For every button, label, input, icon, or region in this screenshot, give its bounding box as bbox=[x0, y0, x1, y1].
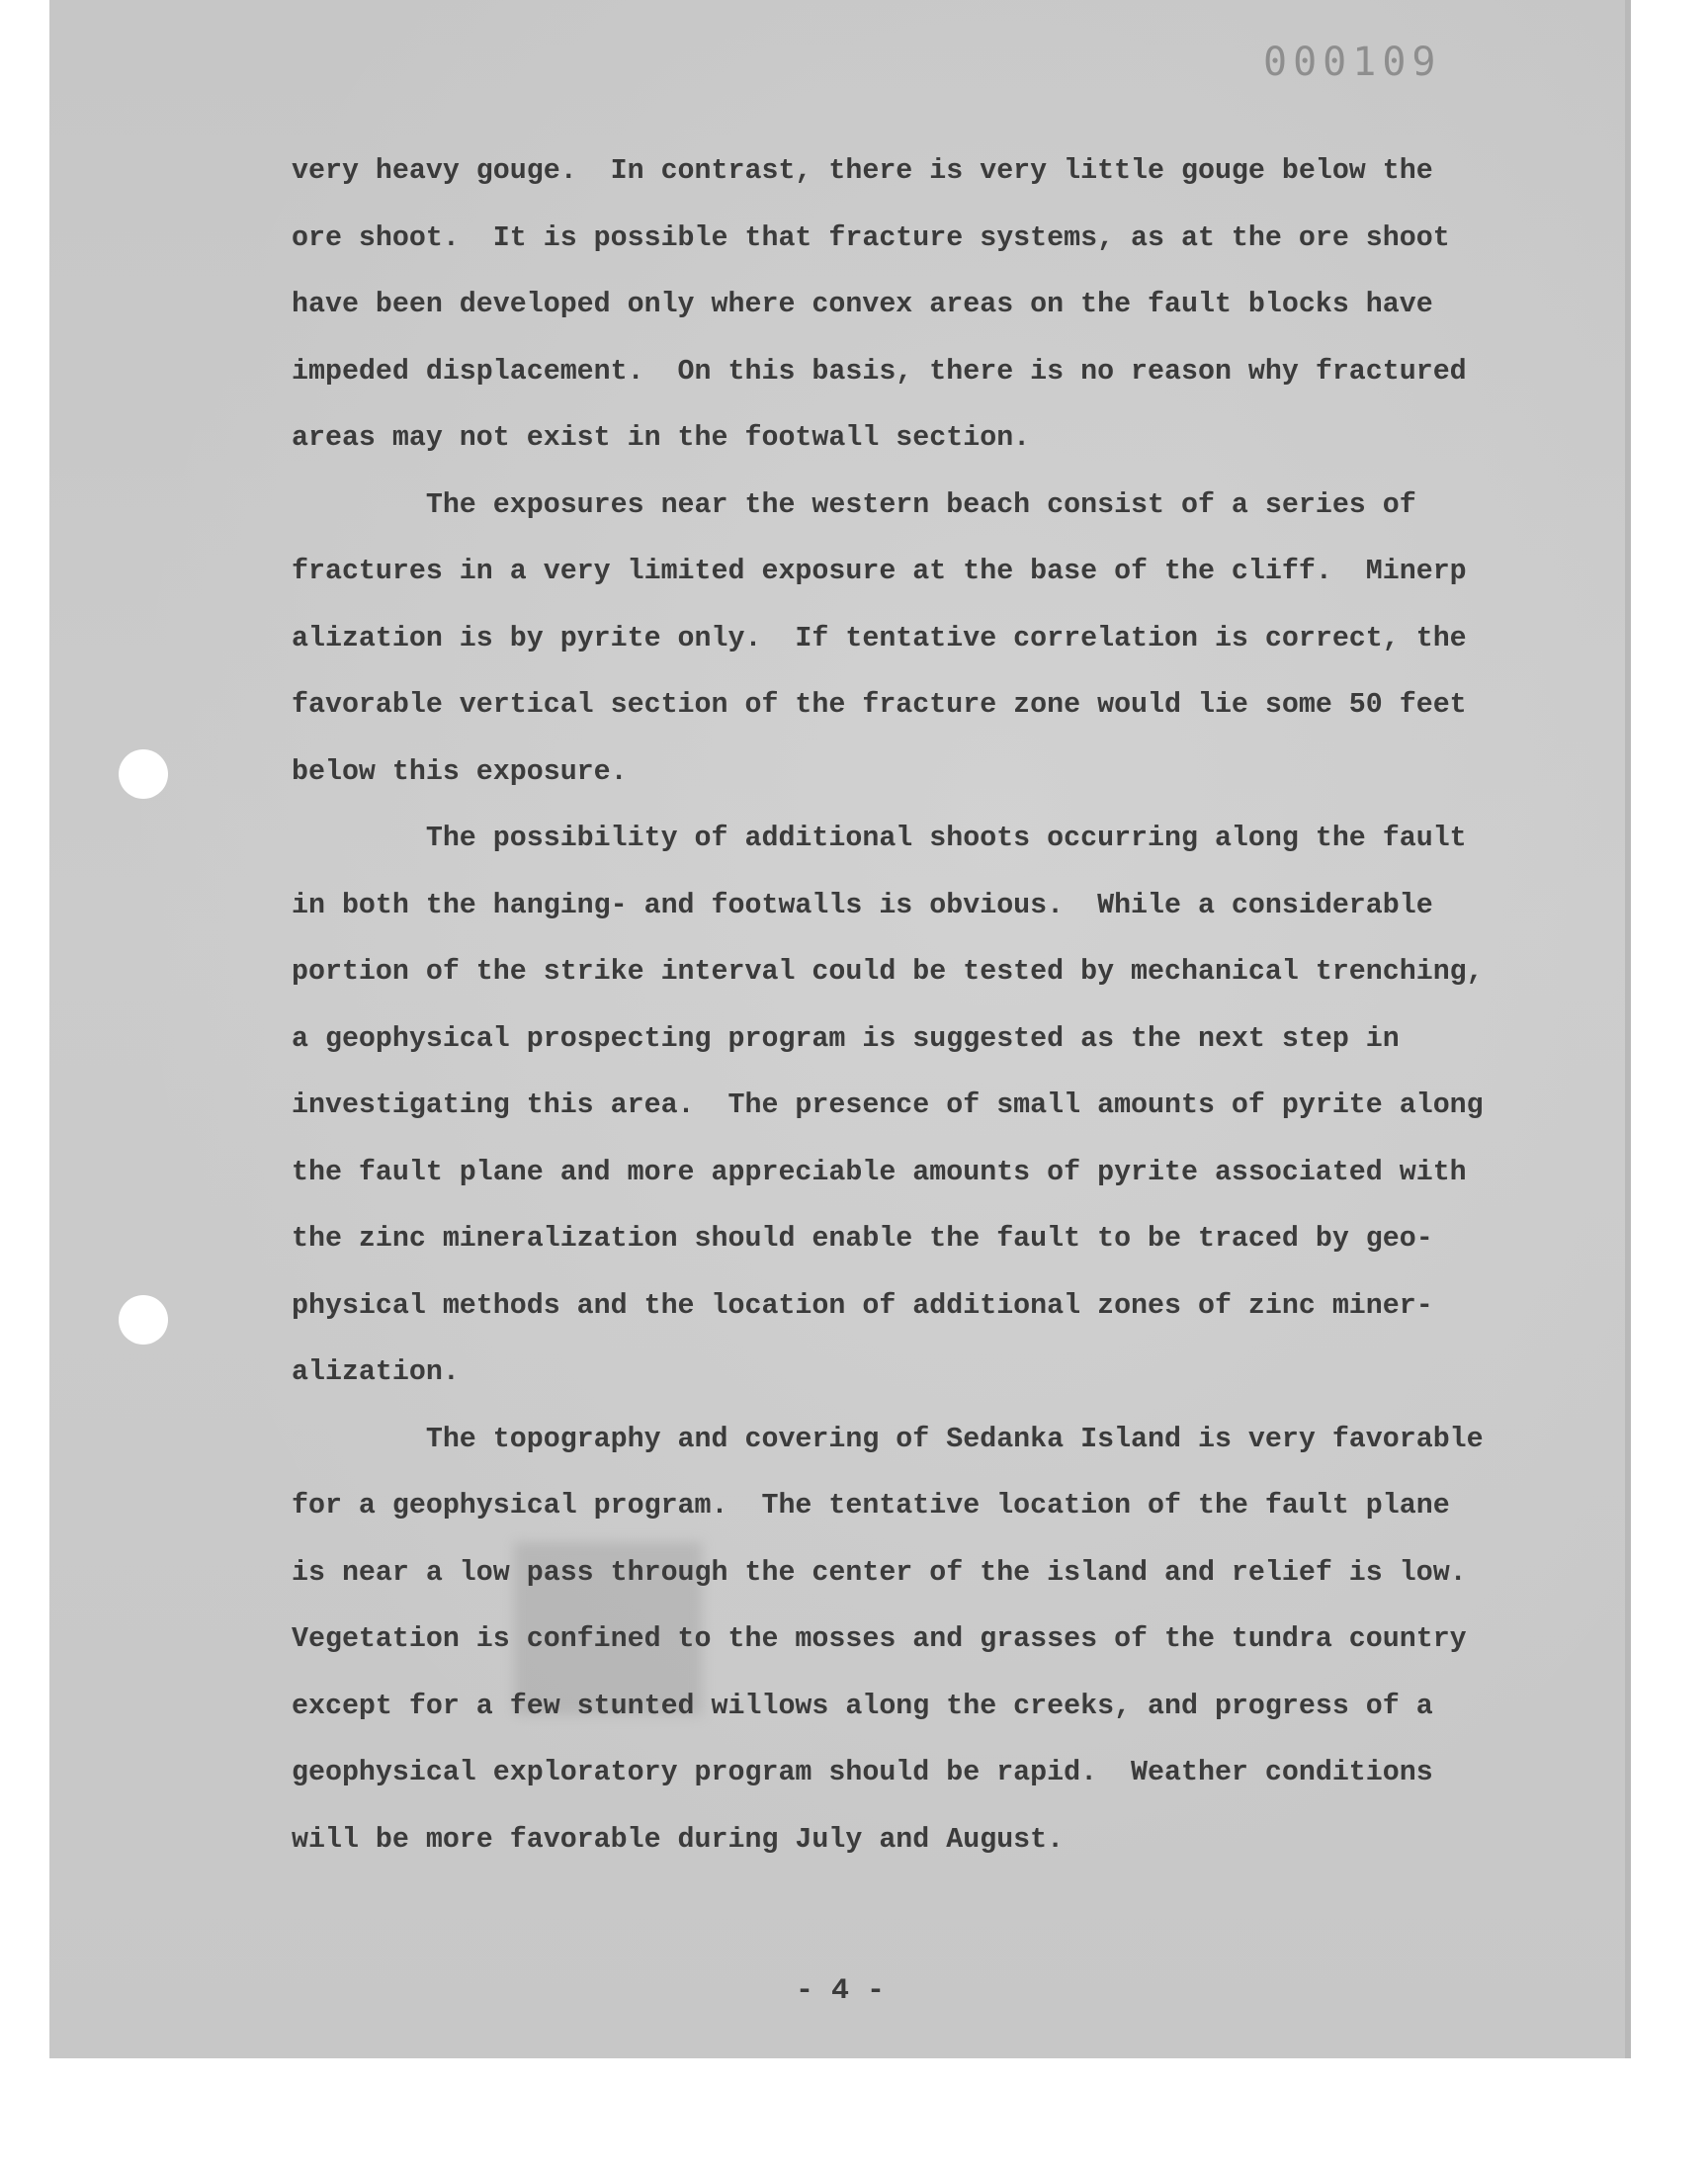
text-line: alization. bbox=[292, 1356, 460, 1388]
text-line: physical methods and the location of additional zones of zinc miner- bbox=[292, 1289, 1433, 1322]
text-line: impeded displacement. On this basis, there is no reason why fractured bbox=[292, 355, 1467, 388]
text-line: very heavy gouge. In contrast, there is very little gouge below the bbox=[292, 155, 1433, 187]
text-line: alization is by pyrite only. If tentative correlation is correct, the bbox=[292, 622, 1467, 654]
page-number: - 4 - bbox=[795, 1974, 885, 2008]
text-line: have been developed only where convex areas on the fault blocks have bbox=[292, 289, 1433, 320]
page-edge-shadow bbox=[1625, 0, 1631, 2058]
text-line: fractures in a very limited exposure at the base of the cliff. Minerp bbox=[292, 556, 1467, 587]
text-line: in both the hanging- and footwalls is obvious. While a considerable bbox=[292, 889, 1433, 921]
scanned-page bbox=[49, 0, 1631, 2058]
document-number: 000109 bbox=[1263, 40, 1442, 85]
text-line: Vegetation is confined to the mosses and grasses of the tundra country bbox=[292, 1623, 1467, 1655]
text-line: the zinc mineralization should enable the fault to be traced by geo- bbox=[292, 1223, 1433, 1255]
text-line: The exposures near the western beach consist of a series of bbox=[292, 488, 1416, 521]
text-line: areas may not exist in the footwall section. bbox=[292, 422, 1031, 454]
text-line: for a geophysical program. The tentative location of the fault plane bbox=[292, 1490, 1450, 1522]
text-line: will be more favorable during July and August. bbox=[292, 1823, 1065, 1856]
text-line: a geophysical prospecting program is suggested as the next step in bbox=[292, 1022, 1400, 1055]
text-line: below this exposure. bbox=[292, 755, 628, 788]
text-line: favorable vertical section of the fracture zone would lie some 50 feet bbox=[292, 689, 1467, 721]
text-line: ore shoot. It is possible that fracture systems, as at the ore shoot bbox=[292, 221, 1450, 254]
text-line: portion of the strike interval could be tested by mechanical trenching, bbox=[292, 956, 1484, 988]
binder-hole-upper bbox=[119, 749, 168, 799]
text-line: the fault plane and more appreciable amounts of pyrite associated with bbox=[292, 1156, 1467, 1188]
binder-hole-lower bbox=[119, 1295, 168, 1345]
text-line: The possibility of additional shoots occurring along the fault bbox=[292, 823, 1467, 854]
text-line: The topography and covering of Sedanka Island is very favorable bbox=[292, 1423, 1484, 1455]
text-line: investigating this area. The presence of small amounts of pyrite along bbox=[292, 1089, 1484, 1121]
text-line: except for a few stunted willows along the creeks, and progress of a bbox=[292, 1690, 1433, 1722]
text-line: is near a low pass through the center of the island and relief is low. bbox=[292, 1556, 1467, 1589]
body-text bbox=[292, 138, 1557, 1873]
text-line: geophysical exploratory program should be rapid. Weather conditions bbox=[292, 1757, 1433, 1788]
